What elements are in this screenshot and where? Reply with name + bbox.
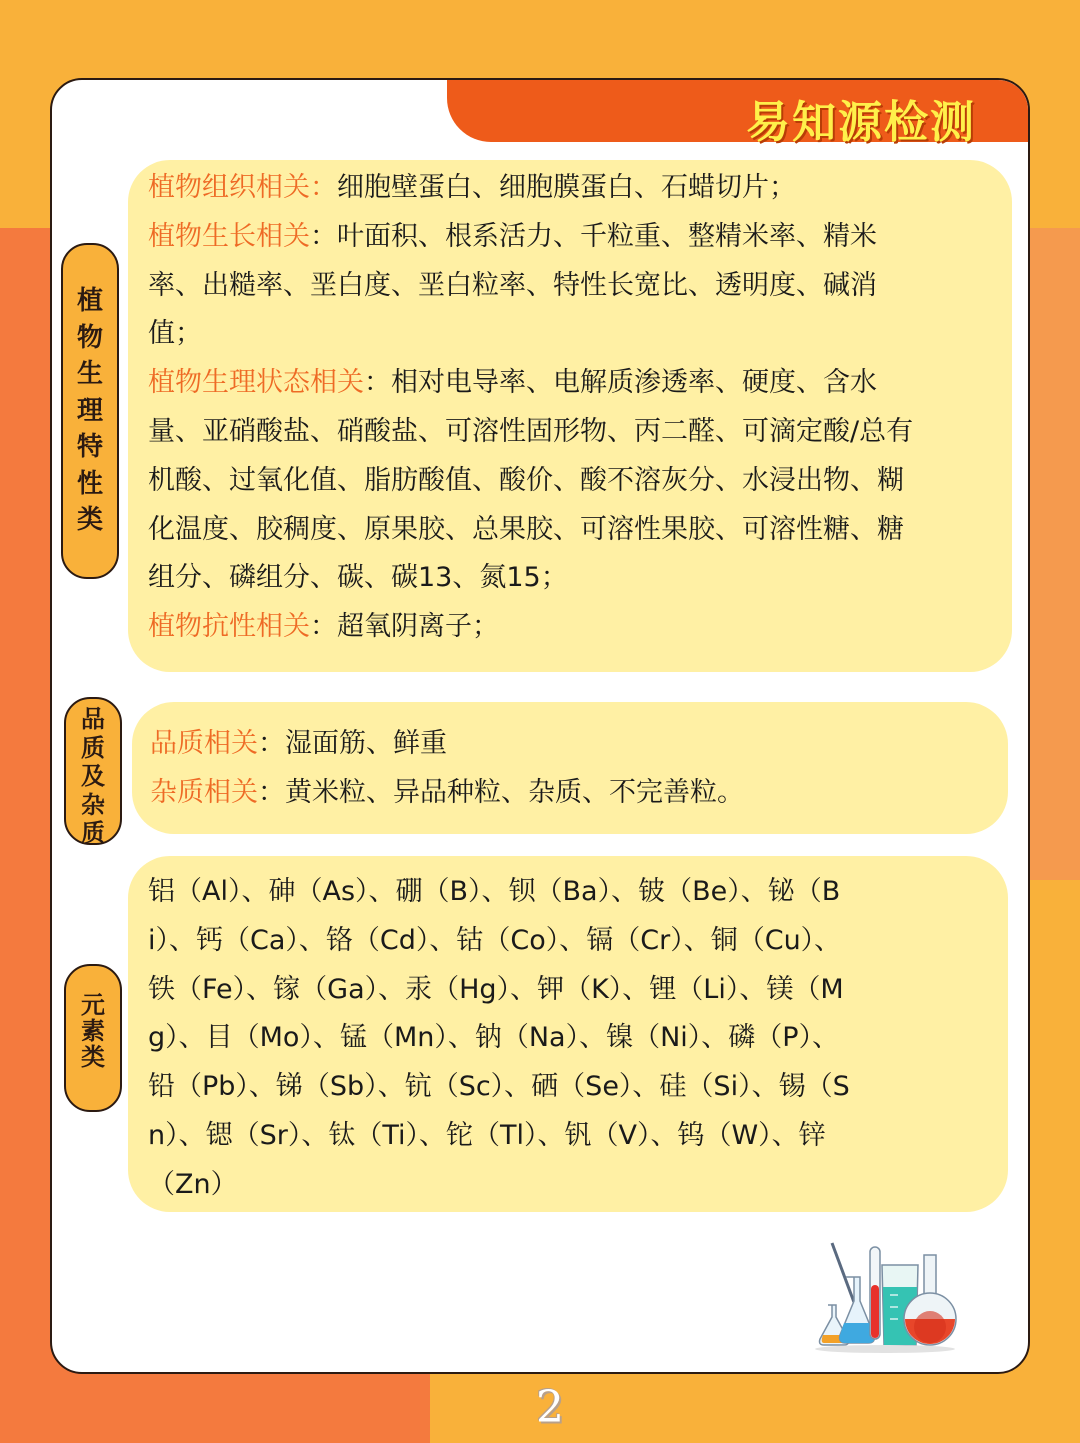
text-line (148, 213, 998, 262)
line-text: 量、亚硝酸盐、硝酸盐、可溶性固形物、丙二醛、可滴定酸/总有 (148, 415, 914, 447)
line-text: 细胞壁蛋白、细胞膜蛋白、石蜡切片； (337, 172, 796, 203)
label-char: 质 (81, 733, 105, 762)
label-char: 类 (81, 1043, 105, 1071)
highlight-term: 植物生长相关 (148, 220, 310, 252)
label-char: 品 (81, 705, 105, 733)
text-line (148, 1063, 1002, 1112)
text-line (148, 1014, 1002, 1063)
highlight-term: 植物生理状态相关 (148, 367, 364, 399)
line-text: i）、钙（Ca）、铬（Cd）、钴（Co）、镉（Cr）、铜（Cu）、 (148, 924, 842, 956)
label-char: 质 (81, 819, 105, 847)
line-text: ：超氧阴离子； (310, 611, 499, 643)
text-line (148, 408, 998, 457)
text-line (148, 359, 998, 408)
label-char: 物 (76, 322, 103, 353)
text-line (148, 164, 998, 213)
label-char: 及 (81, 762, 105, 790)
content-card (50, 78, 1030, 1374)
label-char: 生 (76, 359, 103, 389)
label-char: 素 (81, 1017, 105, 1045)
line-text: （Zn） (148, 1168, 238, 1200)
label-char: 元 (81, 991, 105, 1019)
line-text: 率、出糙率、垩白度、垩白粒率、特性长宽比、透明度、碱消 (148, 269, 877, 301)
panel-quality (132, 702, 1008, 834)
label-char: 特 (76, 432, 103, 462)
text-line (148, 868, 1002, 917)
text-line (148, 310, 998, 359)
line-text: 化温度、胶稠度、原果胶、总果胶、可溶性果胶、可溶性糖、糖 (148, 513, 904, 545)
text-line (148, 966, 1002, 1015)
line-text: n）、锶（Sr）、钛（Ti）、铊（Tl）、钒（V）、钨（W）、锌 (148, 1119, 826, 1151)
line-text: 组分、磷组分、碳、碳13、氮15； (148, 562, 568, 594)
text-line (148, 554, 998, 603)
text-line (150, 769, 994, 818)
line-text: 铅（Pb）、锑（Sb）、钪（Sc）、硒（Se）、硅（Si）、锡（S (148, 1071, 850, 1103)
label-char: 植 (76, 286, 103, 316)
text-line (148, 917, 1002, 966)
text-line (148, 1112, 1002, 1161)
highlight-term: 杂质相关 (150, 776, 258, 808)
highlight-term: 植物抗性相关 (148, 611, 310, 643)
line-text: 值； (148, 318, 202, 350)
section-label-plant-physiology (61, 243, 119, 579)
highlight-term: 品质相关 (150, 728, 258, 759)
line-text: ：相对电导率、电解质渗透率、硬度、含水 (364, 367, 877, 399)
panel-plant-physiology (128, 160, 1012, 672)
text-line (148, 506, 998, 555)
label-char: 性 (76, 468, 103, 499)
text-line (148, 262, 998, 311)
line-text: g）、目（Mo）、锰（Mn）、钠（Na）、镍（Ni）、磷（P）、 (148, 1022, 840, 1054)
brand-title: 易知源检测 (746, 97, 976, 148)
section-label-elements (64, 964, 122, 1112)
section-label-quality (64, 697, 122, 845)
text-line (148, 603, 998, 652)
label-char: 杂 (81, 790, 105, 819)
line-text: ：黄米粒、异品种粒、杂质、不完善粒。 (258, 776, 744, 808)
label-char: 理 (76, 395, 103, 426)
header-tab (447, 80, 1030, 148)
line-text: 铁（Fe）、镓（Ga）、汞（Hg）、钾（K）、锂（Li）、镁（M (148, 973, 844, 1005)
label-char: 类 (76, 505, 103, 535)
highlight-term: 植物组织相关： (148, 172, 337, 203)
lab-glassware-icon (810, 1235, 960, 1355)
panel-elements (128, 856, 1008, 1212)
line-text: ：湿面筋、鲜重 (258, 728, 447, 759)
text-line (148, 457, 998, 506)
text-line (150, 720, 994, 769)
text-line (148, 1161, 1002, 1210)
page-number: 2 (536, 1382, 564, 1433)
line-text: 机酸、过氧化值、脂肪酸值、酸价、酸不溶灰分、水浸出物、糊 (148, 464, 904, 496)
line-text: 铝（Al）、砷（As）、硼（B）、钡（Ba）、铍（Be）、铋（B (148, 876, 841, 907)
line-text: ：叶面积、根系活力、千粒重、整精米率、精米 (310, 220, 877, 252)
